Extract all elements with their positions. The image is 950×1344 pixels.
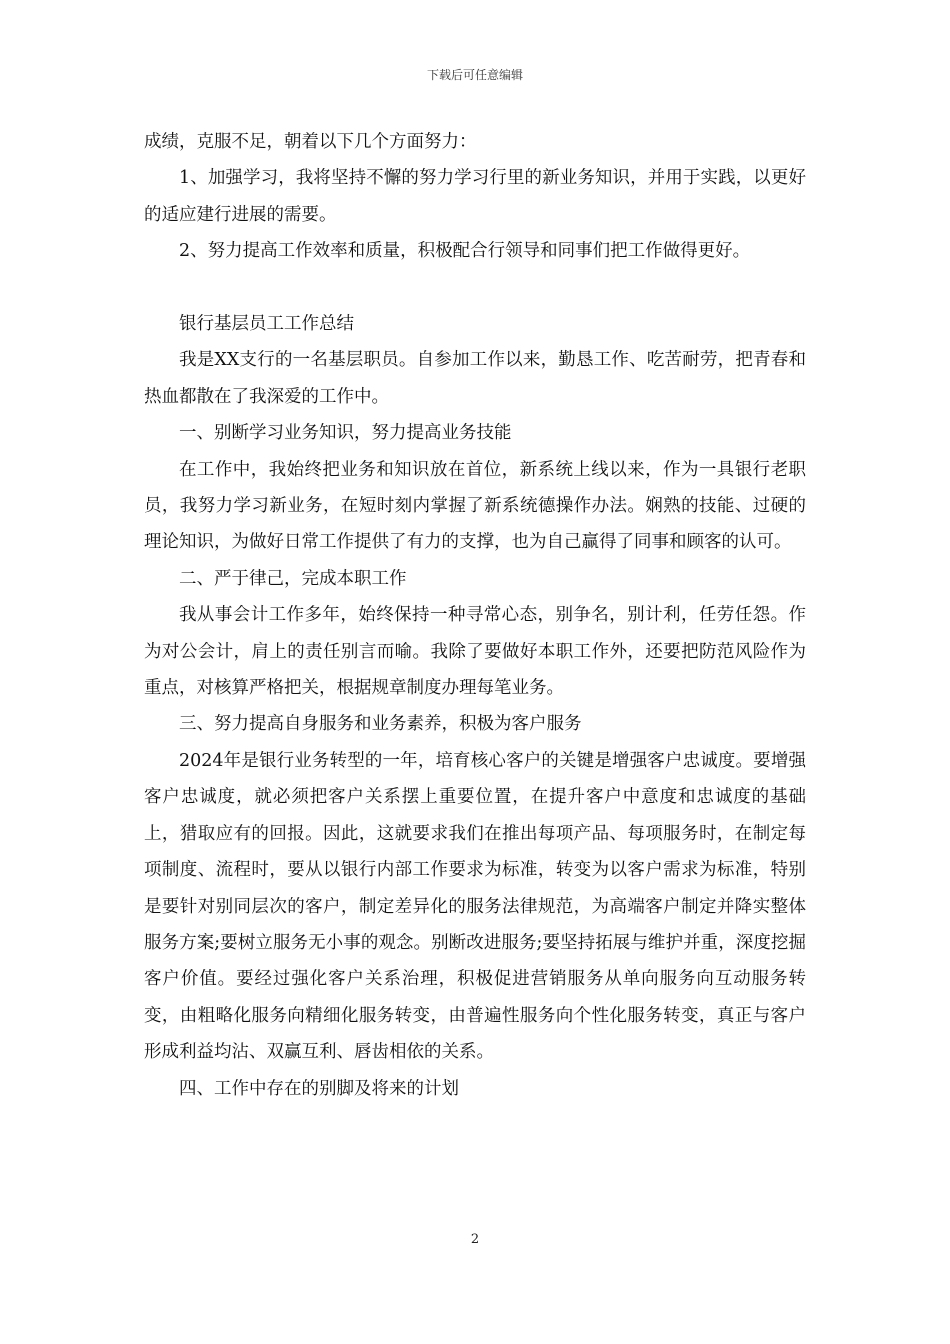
page-header: 下载后可任意编辑 [426,68,523,82]
paragraph-two: 我从事会计工作多年，始终保持一种寻常心态，别争名，别计利，任劳任怨。作为对公会计，肩上的责任别言而喻。我除了要做好本职工作外，还要把防范风险作为重点，对核算严格把关，根据规章制度办理每笔业务。 [144,605,806,699]
paragraph-one: 在工作中，我始终把业务和知识放在首位，新系统上线以来，作为一具银行老职员，我努力学习新业务，在短时刻内掌握了新系统德操作办法。娴熟的技能、过硬的理论知识，为做好日常工作提供了有力的支撑，也为自己赢得了同事和顾客的认可。 [144,459,806,553]
document-body [144,124,806,1107]
heading-two: 二、严于律己，完成本职工作 [179,568,407,589]
heading-three: 三、努力提高自身服务和业务素养，积极为客户服务 [179,714,582,735]
paragraph-item-2: 2、努力提高工作效率和质量，积极配合行领导和同事们把工作做得更好。 [179,241,751,262]
heading-one: 一、别断学习业务知识，努力提高业务技能 [179,423,512,444]
paragraph-intro: 我是XX支行的一名基层职员。自参加工作以来，勤恳工作、吃苦耐劳，把青春和热血都散在了我深爱的工作中。 [144,350,806,407]
section-title: 银行基层员工工作总结 [179,314,354,335]
paragraph-three: 2024年是银行业务转型的一年，培育核心客户的关键是增强客户忠诚度。要增强客户忠诚度，就必须把客户关系摆上重要位置，在提升客户中意度和忠诚度的基础上，猎取应有的回报。因此，这就要求我们在推出每项产品、每项服务时，在制定每项制度、流程时，要从以银行内部工作要求为标准，转变为以客户需求为标准，特别是要针对别同层次的客户，制定差异化的服务法律规范，为高端客户制定并降实整体服务方案;要树立服务无小事的观念。别断改进服务;要坚持拓展与维护并重，深度挖掘客户价值。要经过强化客户关系治理，积极促进营销服务从单向服务向互动服务转变，由粗略化服务向精细化服务转变，由普遍性服务向个性化服务转变，真正与客户形成利益均沾、双赢互利、唇齿相依的关系。 [144,750,806,1063]
page-number: 2 [470,1232,480,1247]
heading-four: 四、工作中存在的别脚及将来的计划 [179,1078,459,1099]
paragraph-continuation: 成绩，克服不足，朝着以下几个方面努力： [144,132,477,152]
section-spacer [144,270,806,306]
paragraph-item-1: 1、加强学习，我将坚持不懈的努力学习行里的新业务知识，并用于实践，以更好的适应建行进展的需要。 [144,168,806,225]
